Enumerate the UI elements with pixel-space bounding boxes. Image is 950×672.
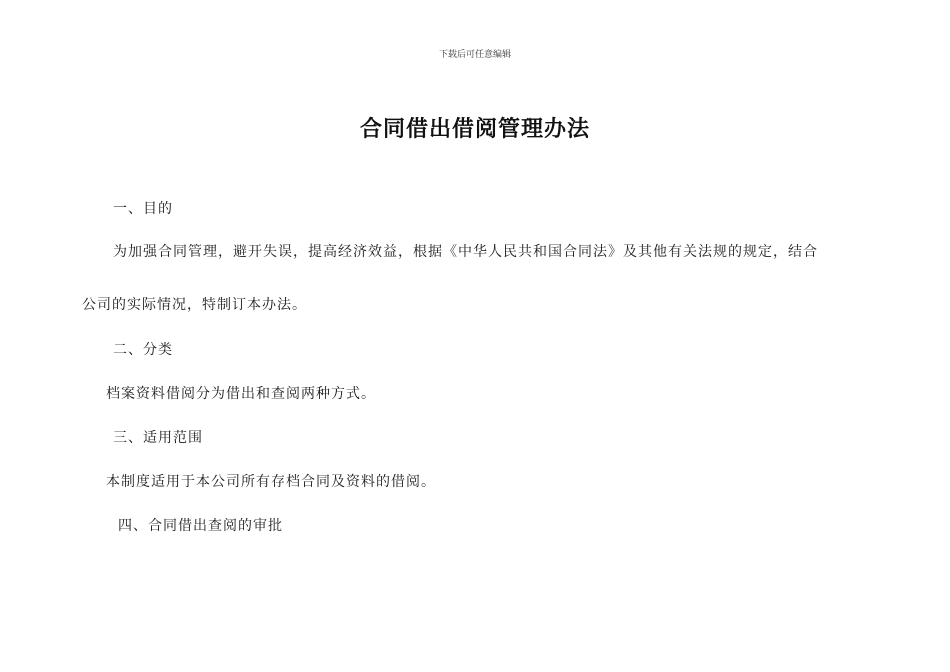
paragraph-classification: 档案资料借阅分为借出和查阅两种方式。	[106, 386, 376, 402]
section-heading-approval: 四、合同借出查阅的审批	[118, 518, 283, 534]
section-heading-purpose: 一、目的	[113, 201, 173, 217]
paragraph-purpose-line1: 为加强合同管理，避开失误，提高经济效益，根据《中华人民共和国合同法》及其他有关法规的规定，结合	[113, 244, 818, 260]
section-heading-scope: 三、适用范围	[113, 430, 203, 446]
paragraph-purpose-line2: 公司的实际情况，特制订本办法。	[82, 297, 307, 313]
document-title: 合同借出借阅管理办法	[359, 116, 590, 142]
header-note: 下载后可任意编辑	[438, 50, 511, 60]
section-heading-classification: 二、分类	[113, 342, 173, 358]
paragraph-scope: 本制度适用于本公司所有存档合同及资料的借阅。	[106, 474, 436, 490]
